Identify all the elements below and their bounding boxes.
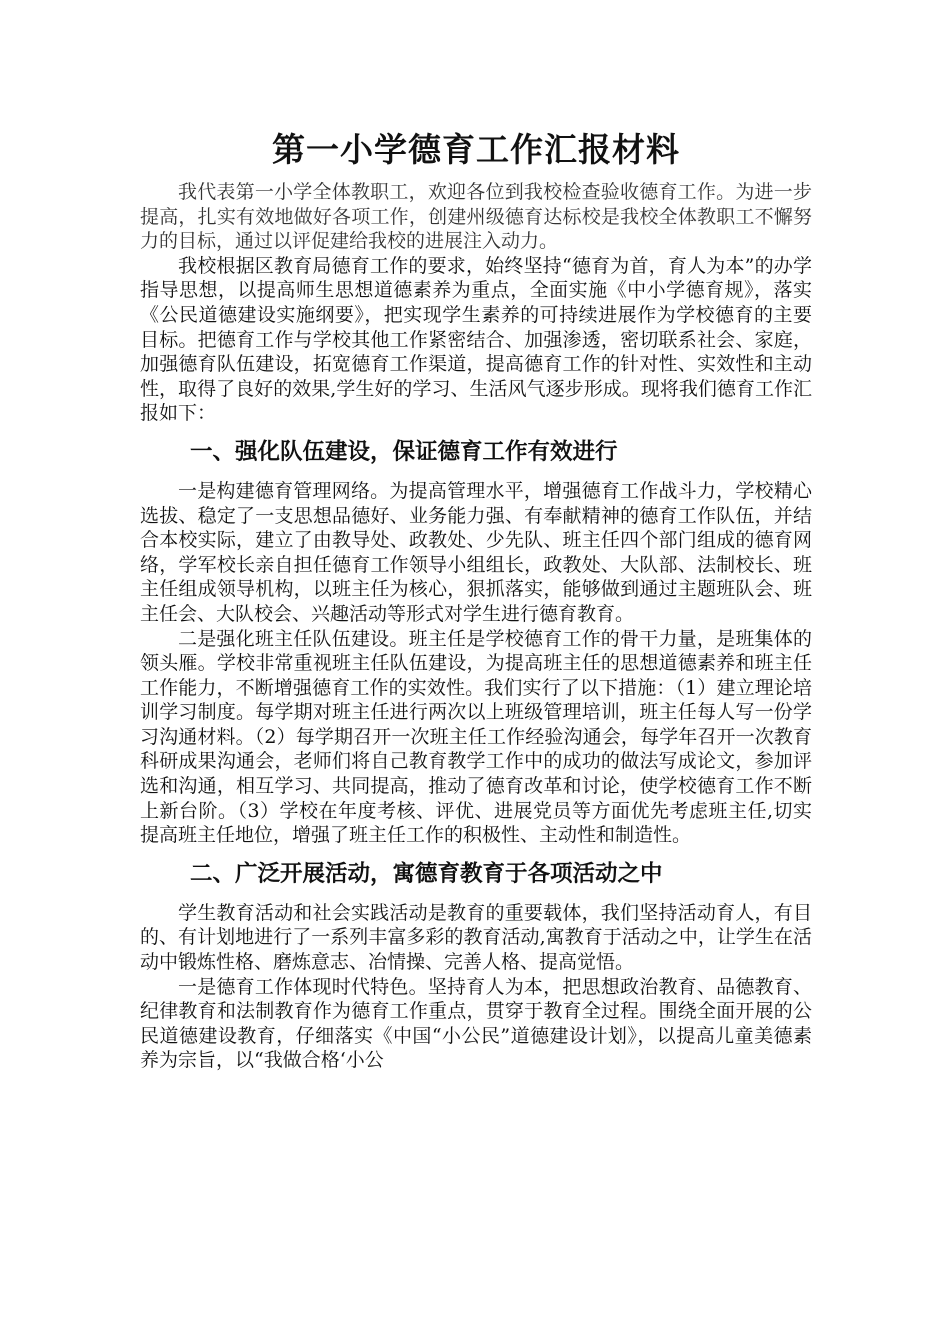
section-1-paragraph-2: 二是强化班主任队伍建设。班主任是学校德育工作的骨干力量，是班集体的领头雁。学校非常重视班主任队伍建设，为提高班主任的思想道德素养和班主任工作能力，不断增强德育工作的实效性。我们实行了以下措施：（1）建立理论培训学习制度。每学期对班主任进行两次以上班级管理培训，班主任每人写一份学习沟通材料。（2）每学期召开一次班主任工作经验沟通会，每学年召开一次教育科研成果沟通会，老师们将自己教育教学工作中的成功的做法写成论文，参加评选和沟通，相互学习、共同提高，推动了德育改革和讨论，使学校德育工作不断上新台阶。（3）学校在年度考核、评优、进展党员等方面优先考虑班主任,切实提高班主任地位，增强了班主任工作的积极性、主动性和制造性。	[140, 627, 812, 847]
section-2-paragraph-2: 一是德育工作体现时代特色。坚持育人为本，把思想政治教育、品德教育、纪律教育和法制教育作为德育工作重点，贯穿于教育全过程。围绕全面开展的公民道德建设教育，仔细落实《中国“小公民”道德建设计划》，以提高儿童美德素养为宗旨，以“我做合格‘小公	[140, 975, 812, 1072]
section-2-paragraph-1: 学生教育活动和社会实践活动是教育的重要载体，我们坚持活动育人，有目的、有计划地进行了一系列丰富多彩的教育活动,寓教育于活动之中，让学生在活动中锻炼性格、磨炼意志、冶情操、完善人格、提高觉悟。	[140, 901, 812, 974]
section-heading-2: 二、广泛开展活动，寓德育教育于各项活动之中	[190, 860, 663, 887]
document-title: 第一小学德育工作汇报材料	[272, 130, 680, 169]
overview-paragraph: 我校根据区教育局德育工作的要求，始终坚持“德育为首，育人为本”的办学指导思想，以提高师生思想道德素养为重点，全面实施《中小学德育规》，落实《公民道德建设实施纲要》，把实现学生素养的可持续进展作为学校德育的主要目标。把德育工作与学校其他工作紧密结合、加强渗透，密切联系社会、家庭，加强德育队伍建设，拓宽德育工作渠道，提高德育工作的针对性、实效性和主动性，取得了良好的效果,学生好的学习、生活风气逐步形成。现将我们德育工作汇报如下：	[140, 254, 812, 425]
document-page	[140, 124, 812, 1073]
intro-paragraph: 我代表第一小学全体教职工，欢迎各位到我校检查验收德育工作。为进一步提高，扎实有效地做好各项工作，创建州级德育达标校是我校全体教职工不懈努力的目标，通过以评促建给我校的进展注入动力。	[140, 181, 812, 253]
section-1-paragraph-1: 一是构建德育管理网络。为提高管理水平，增强德育工作战斗力，学校精心选拔、稳定了一支思想品德好、业务能力强、有奉献精神的德育工作队伍，并结合本校实际，建立了由教导处、政教处、少先队、班主任四个部门组成的德育网络，学军校长亲自担任德育工作领导小组组长，政教处、大队部、法制校长、班主任组成领导机构，以班主任为核心，狠抓落实，能够做到通过主题班队会、班主任会、大队校会、兴趣活动等形式对学生进行德育教育。	[140, 479, 812, 625]
section-heading-1: 一、强化队伍建设，保证德育工作有效进行	[190, 438, 618, 465]
